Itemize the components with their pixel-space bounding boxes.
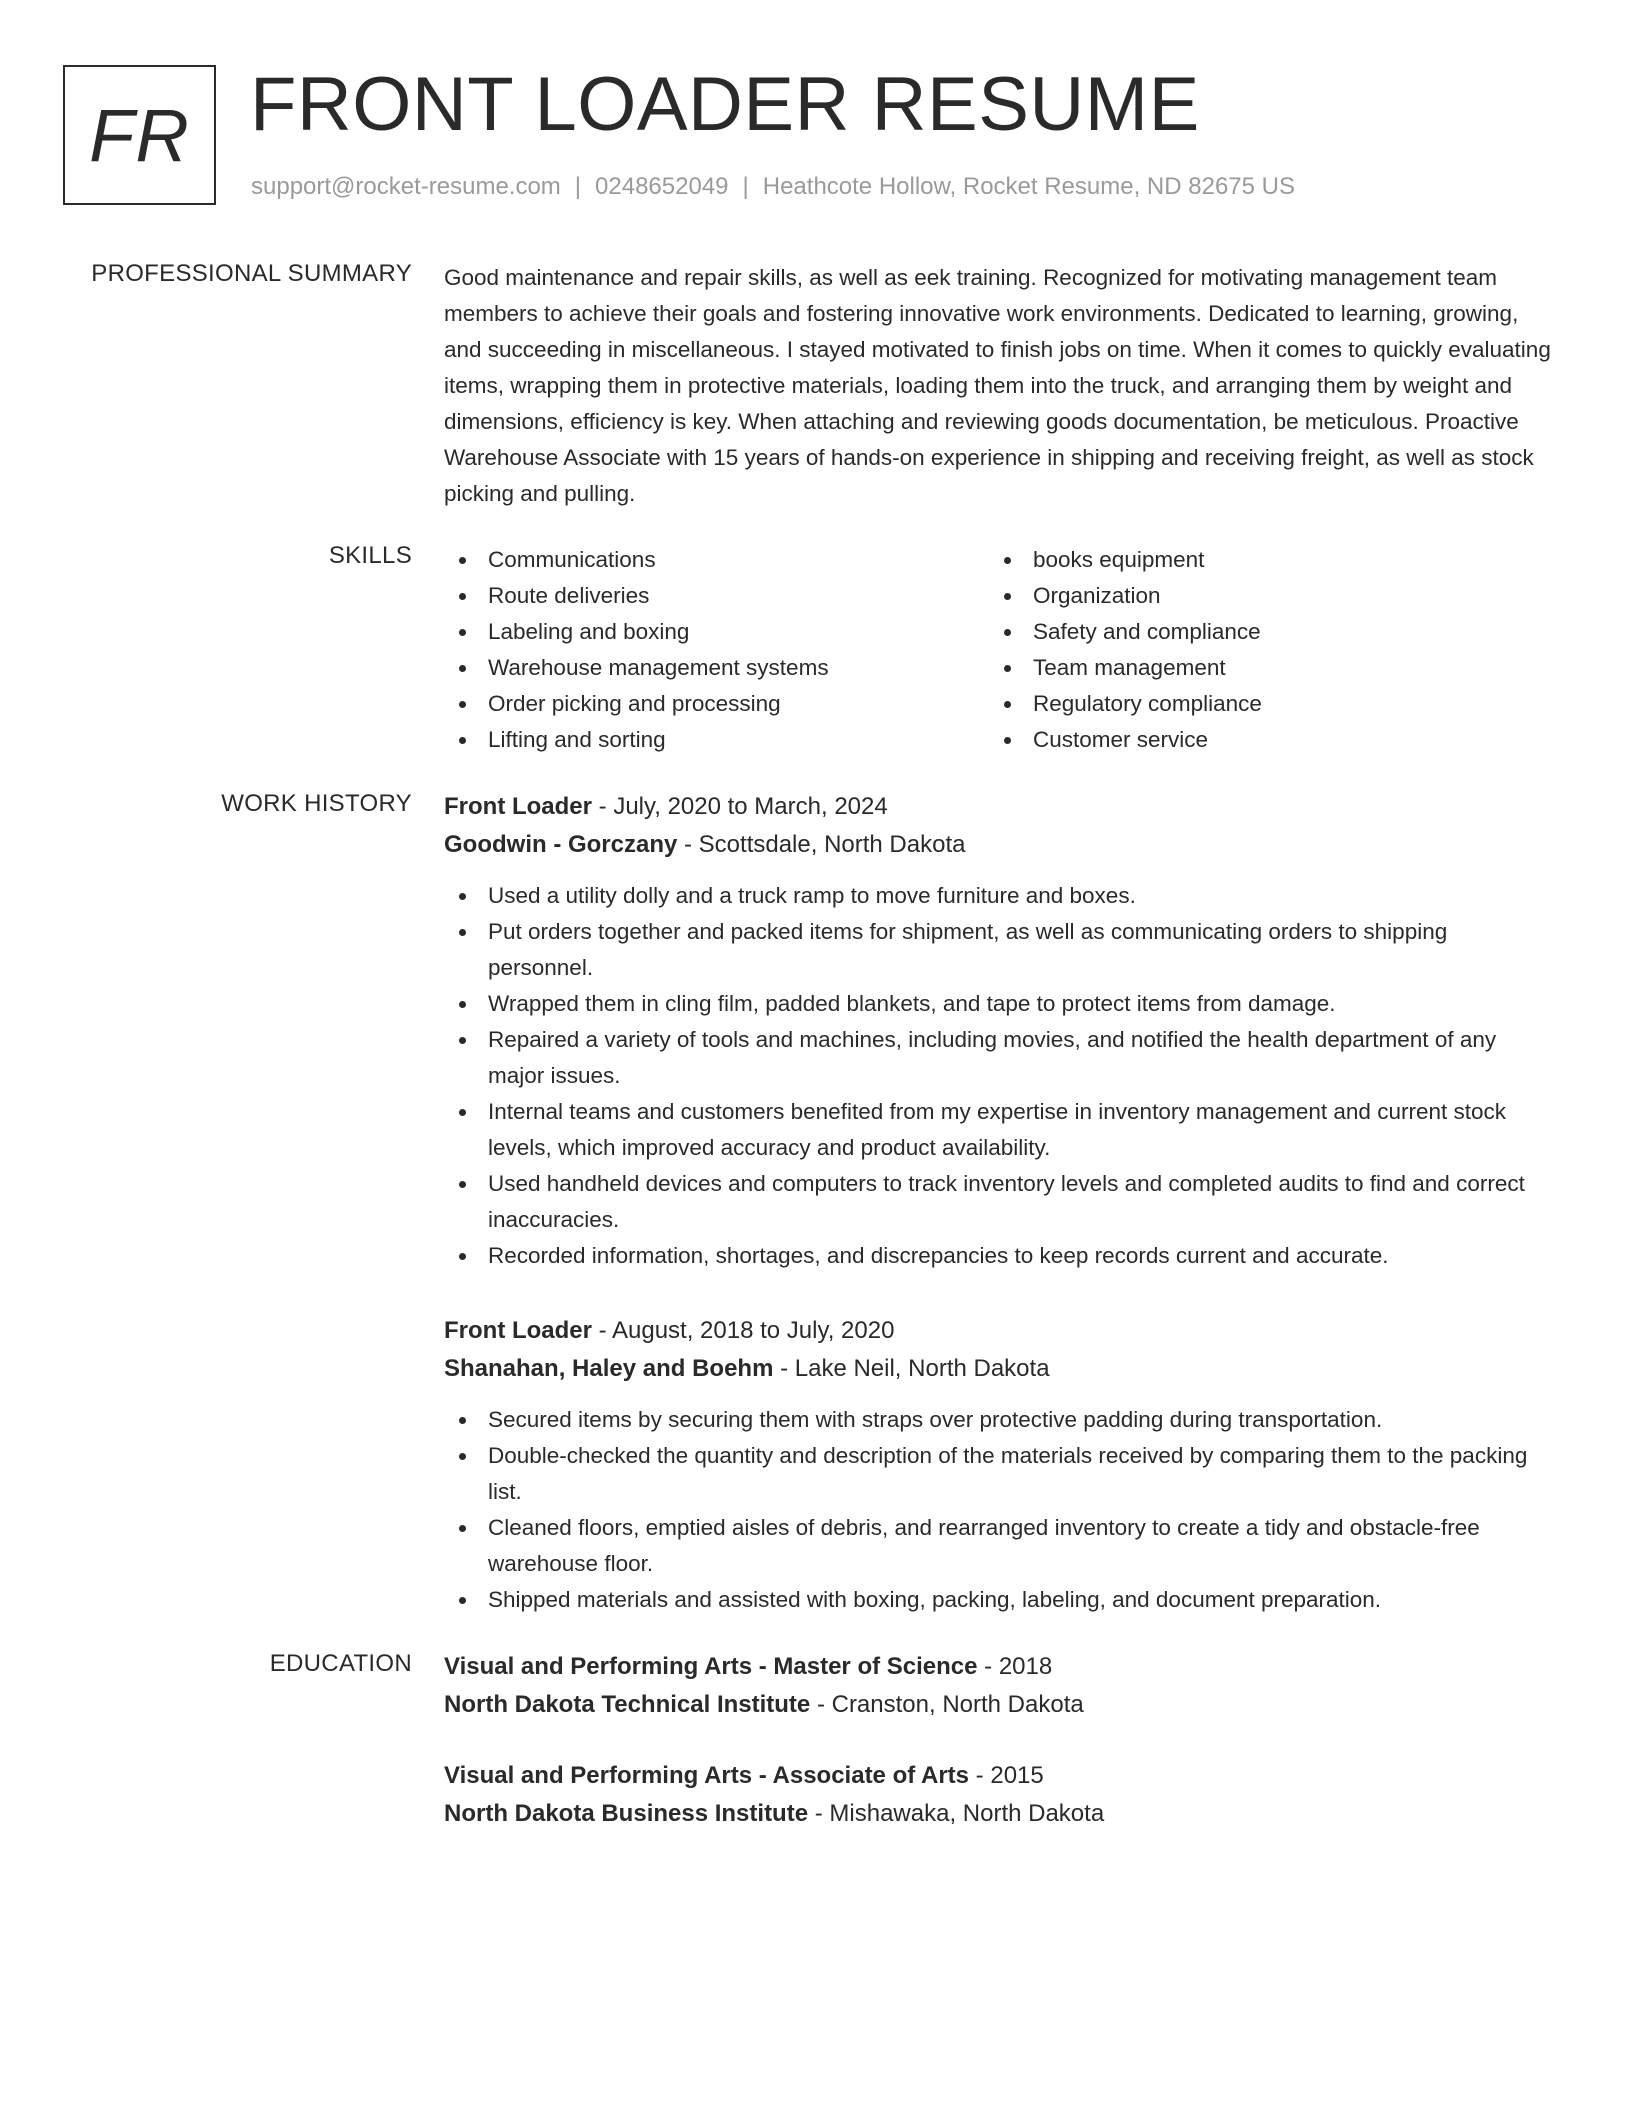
- degree-line: [444, 1648, 1554, 1686]
- employer-line: [444, 826, 1554, 864]
- skill-item: Customer service: [989, 722, 1534, 758]
- job-title: Front Loader: [444, 793, 592, 820]
- skill-item: Organization: [989, 578, 1534, 614]
- skills-list-left: [444, 542, 989, 758]
- job-bullet: Repaired a variety of tools and machines, including movies, and notified the health department of any major issues.: [444, 1022, 1554, 1094]
- education-entry: [444, 1757, 1554, 1833]
- skill-item: Communications: [444, 542, 989, 578]
- school-location: - Mishawaka, North Dakota: [808, 1800, 1105, 1827]
- degree-year: - 2015: [969, 1762, 1044, 1789]
- job-bullets: [444, 1402, 1554, 1618]
- education-body: [444, 1648, 1554, 1866]
- contact-phone: 0248652049: [595, 173, 729, 200]
- school-line: [444, 1795, 1554, 1833]
- job-bullet: Cleaned floors, emptied aisles of debris, and rearranged inventory to create a tidy and obstacle-free warehouse floor.: [444, 1510, 1554, 1582]
- skill-item: Route deliveries: [444, 578, 989, 614]
- monogram-logo: FR: [63, 65, 216, 205]
- skill-item: Order picking and processing: [444, 686, 989, 722]
- section-label-summary: PROFESSIONAL SUMMARY: [91, 260, 412, 287]
- job-bullet: Secured items by securing them with straps over protective padding during transportation.: [444, 1402, 1554, 1438]
- job-bullet: Used handheld devices and computers to track inventory levels and completed audits to find and correct inaccuracies.: [444, 1166, 1554, 1238]
- skill-item: Warehouse management systems: [444, 650, 989, 686]
- employer-name: Shanahan, Haley and Boehm: [444, 1355, 774, 1382]
- skill-item: Team management: [989, 650, 1534, 686]
- work-history-body: [444, 788, 1554, 1656]
- job-bullet: Put orders together and packed items for shipment, as well as communicating orders to shipping personnel.: [444, 914, 1554, 986]
- employer-location: - Scottsdale, North Dakota: [677, 831, 966, 858]
- skill-item: Regulatory compliance: [989, 686, 1534, 722]
- degree-name: Visual and Performing Arts - Associate of Arts: [444, 1762, 970, 1789]
- skills-list-right: [989, 542, 1534, 758]
- skill-item: Safety and compliance: [989, 614, 1534, 650]
- school-location: - Cranston, North Dakota: [810, 1691, 1084, 1718]
- degree-year: - 2018: [977, 1653, 1053, 1680]
- summary-body: [444, 260, 1554, 512]
- job-entry: [444, 1312, 1554, 1618]
- degree-line: [444, 1757, 1554, 1795]
- contact-address: Heathcote Hollow, Rocket Resume, ND 82675 US: [762, 173, 1296, 200]
- job-title-line: [444, 788, 1554, 826]
- contact-line: [251, 173, 1295, 201]
- job-bullet: Wrapped them in cling film, padded blankets, and tape to protect items from damage.: [444, 986, 1554, 1022]
- education-entry: [444, 1648, 1554, 1724]
- skills-columns: [444, 542, 1554, 758]
- job-bullets: [444, 878, 1554, 1274]
- school-name: North Dakota Business Institute: [444, 1800, 809, 1827]
- job-entry: [444, 788, 1554, 1274]
- employer-line: [444, 1350, 1554, 1388]
- section-label-skills: SKILLS: [328, 542, 412, 569]
- section-label-education: EDUCATION: [269, 1650, 412, 1677]
- job-title-line: [444, 1312, 1554, 1350]
- job-title: Front Loader: [444, 1317, 592, 1344]
- contact-email: support@rocket-resume.com: [251, 173, 561, 200]
- skills-body: [444, 542, 1554, 758]
- job-bullet: Recorded information, shortages, and discrepancies to keep records current and accurate.: [444, 1238, 1554, 1274]
- school-name: North Dakota Technical Institute: [444, 1691, 811, 1718]
- skill-item: Lifting and sorting: [444, 722, 989, 758]
- job-bullet: Double-checked the quantity and description of the materials received by comparing them to the packing list.: [444, 1438, 1554, 1510]
- job-bullet: Used a utility dolly and a truck ramp to move furniture and boxes.: [444, 878, 1554, 914]
- job-dates: - August, 2018 to July, 2020: [592, 1317, 895, 1344]
- employer-location: - Lake Neil, North Dakota: [773, 1355, 1050, 1382]
- page-title: FRONT LOADER RESUME: [250, 62, 1200, 147]
- section-label-work-history: WORK HISTORY: [221, 790, 412, 817]
- school-line: [444, 1686, 1554, 1724]
- summary-text: Good maintenance and repair skills, as well as eek training. Recognized for motivating management team members to achieve their goals and fostering innovative work environments. Dedicated to learning, growing, and succeeding in miscellaneous. I stayed motivated to finish jobs on time. When it comes to quickly evaluating items, wrapping them in protective materials, loading them into the truck, and arranging them by weight and dimensions, efficiency is key. When attaching and reviewing goods documentation, be meticulous. Proactive Warehouse Associate with 15 years of hands-on experience in shipping and receiving freight, as well as stock picking and pulling.: [444, 265, 1551, 506]
- job-bullet: Shipped materials and assisted with boxing, packing, labeling, and document preparation.: [444, 1582, 1554, 1618]
- skill-item: Labeling and boxing: [444, 614, 989, 650]
- contact-separator: |: [742, 173, 749, 200]
- skill-item: books equipment: [989, 542, 1534, 578]
- job-bullet: Internal teams and customers benefited from my expertise in inventory management and current stock levels, which improved accuracy and product availability.: [444, 1094, 1554, 1166]
- contact-separator: |: [574, 173, 582, 200]
- resume-header: [63, 62, 1563, 215]
- employer-name: Goodwin - Gorczany: [444, 831, 678, 858]
- job-dates: - July, 2020 to March, 2024: [592, 793, 888, 820]
- degree-name: Visual and Performing Arts - Master of Science: [444, 1653, 978, 1680]
